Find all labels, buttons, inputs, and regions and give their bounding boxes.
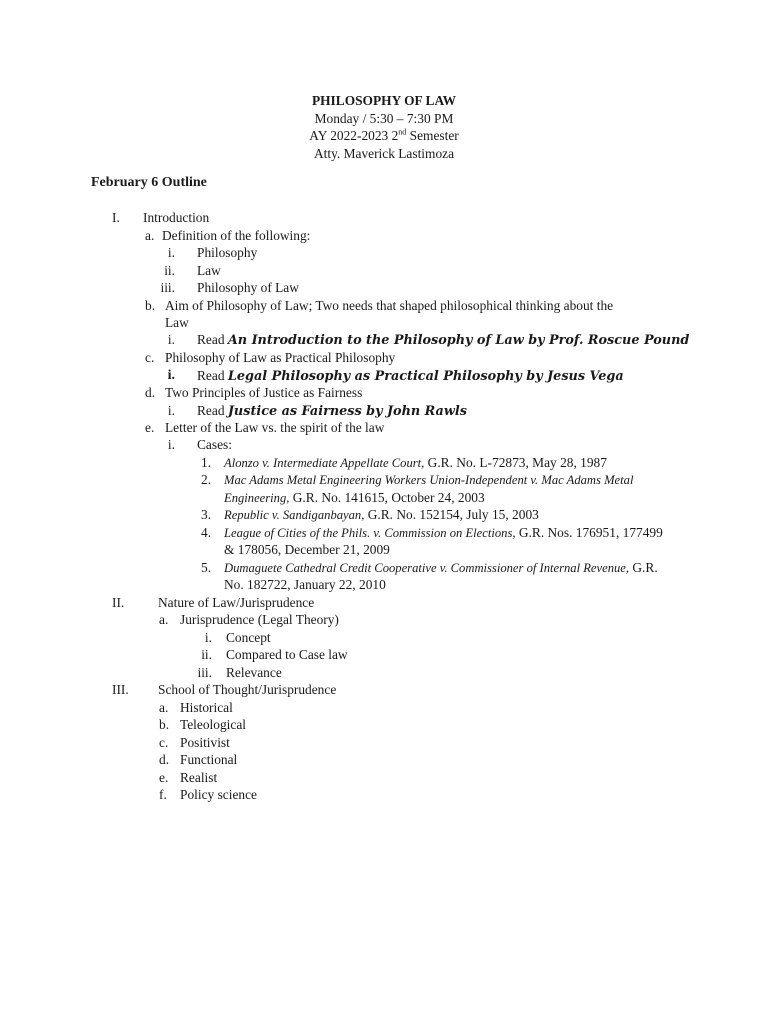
reading-assignment: Read Justice as Fairness by John Rawls	[197, 403, 467, 419]
reading-title: An Introduction to the Philosophy of Law by Prof. Roscue Pound	[227, 333, 690, 348]
subitem-marker: i.	[167, 368, 175, 383]
reading-title: Justice as Fairness by John Rawls	[227, 404, 467, 419]
course-title: PHILOSOPHY OF LAW	[311, 93, 457, 108]
case-citation: League of Cities of the Phils. v. Commission on Elections, G.R. Nos. 176951, 177499	[224, 525, 663, 540]
outline-title: February 6 Outline	[91, 175, 207, 190]
item-label: Functional	[180, 752, 238, 767]
subitem-label: Relevance	[226, 665, 282, 680]
item-label: Philosophy of Law as Practical Philosophy	[165, 350, 396, 365]
item-marker: a.	[145, 228, 155, 243]
case-citation: Engineering, G.R. No. 141615, October 24, 2003	[224, 490, 485, 505]
subitem-marker: ii.	[164, 263, 175, 278]
item-marker: d.	[159, 752, 170, 767]
reading-assignment: Read An Introduction to the Philosophy of Law by Prof. Roscue Pound	[197, 332, 690, 348]
section-marker: I.	[112, 210, 120, 225]
item-marker: c.	[159, 735, 169, 750]
item-marker: a.	[159, 700, 169, 715]
item-label: Policy science	[180, 787, 257, 802]
subitem-marker: i.	[167, 403, 175, 418]
subitem-label: Philosophy of Law	[197, 280, 299, 295]
item-marker: a.	[159, 612, 169, 627]
item-label: Historical	[180, 700, 233, 715]
subitem-marker: iii.	[160, 280, 175, 295]
case-name: Republic v. Sandiganbayan,	[224, 508, 365, 522]
item-label: Two Principles of Justice as Fairness	[165, 385, 363, 400]
case-name: Mac Adams Metal Engineering Workers Union-Independent v. Mac Adams Metal	[224, 473, 634, 487]
section-marker: II.	[112, 595, 125, 610]
subitem-marker: iii.	[197, 665, 212, 680]
section-label: Nature of Law/Jurisprudence	[158, 595, 315, 610]
item-label-cont: Law	[165, 315, 189, 330]
section-label: School of Thought/Jurisprudence	[158, 682, 337, 697]
item-marker: c.	[145, 350, 155, 365]
case-citation-cont: No. 182722, January 22, 2010	[224, 577, 386, 592]
item-label: Aim of Philosophy of Law; Two needs that shaped philosophical thinking about the	[165, 298, 614, 313]
item-marker: d.	[145, 385, 156, 400]
item-marker: b.	[159, 717, 170, 732]
subitem-label: Concept	[226, 630, 271, 645]
subitem-marker: ii.	[201, 647, 212, 662]
item-label: Realist	[180, 770, 218, 785]
case-name: Alonzo v. Intermediate Appellate Court,	[224, 456, 425, 470]
subitem-marker: i.	[167, 437, 175, 452]
item-label: Definition of the following:	[162, 228, 311, 243]
section-label: Introduction	[143, 210, 210, 225]
reading-assignment: Read Legal Philosophy as Practical Philosophy by Jesus Vega	[197, 368, 624, 384]
item-label: Positivist	[180, 735, 230, 750]
instructor: Atty. Maverick Lastimoza	[313, 145, 455, 161]
case-marker: 2.	[201, 472, 212, 487]
case-marker: 1.	[201, 455, 212, 470]
item-label: Letter of the Law vs. the spirit of the law	[165, 420, 385, 435]
case-citation: Alonzo v. Intermediate Appellate Court, G.R. No. L-72873, May 28, 1987	[224, 455, 607, 470]
case-citation: Dumaguete Cathedral Credit Cooperative v. Commissioner of Internal Revenue, G.R.	[224, 560, 658, 575]
case-marker: 5.	[201, 560, 212, 575]
item-marker: b.	[145, 298, 156, 313]
item-label: Teleological	[180, 717, 246, 732]
academic-year: AY 2022-2023 2nd Semester	[309, 127, 459, 143]
subitem-marker: i.	[167, 332, 175, 347]
item-marker: e.	[145, 420, 155, 435]
item-marker: e.	[159, 770, 169, 785]
subitem-label: Cases:	[197, 437, 232, 452]
case-citation-cont: & 178056, December 21, 2009	[224, 542, 390, 557]
item-marker: f.	[159, 787, 167, 802]
case-name: Dumaguete Cathedral Credit Cooperative v. Commissioner of Internal Revenue,	[224, 561, 630, 575]
reading-title: Legal Philosophy as Practical Philosophy by Jesus Vega	[227, 369, 624, 384]
document-header	[0, 92, 768, 162]
subitem-label: Philosophy	[197, 245, 258, 260]
case-marker: 4.	[201, 525, 212, 540]
subitem-label: Law	[197, 263, 221, 278]
case-citation: Republic v. Sandiganbayan, G.R. No. 152154, July 15, 2003	[224, 507, 539, 522]
item-label: Jurisprudence (Legal Theory)	[180, 612, 339, 627]
subitem-marker: i.	[204, 630, 212, 645]
case-name: League of Cities of the Phils. v. Commission on Elections,	[224, 526, 516, 540]
subitem-label: Compared to Case law	[226, 647, 348, 662]
subitem-marker: i.	[167, 245, 175, 260]
schedule: Monday / 5:30 – 7:30 PM	[314, 110, 454, 126]
section-marker: III.	[112, 682, 129, 697]
case-marker: 3.	[201, 507, 212, 522]
